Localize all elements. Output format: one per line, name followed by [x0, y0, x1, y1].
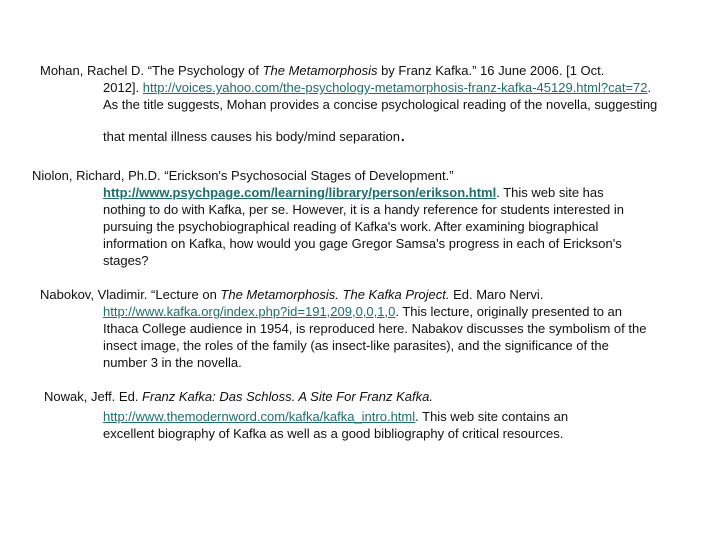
citation-author: Niolon, Richard, Ph.D. [32, 168, 161, 183]
citation-punct: . [400, 124, 406, 146]
citation-line [44, 388, 568, 405]
citation-desc: excellent biography of Kafka as well as a good bibliography of critical resources. [103, 426, 564, 441]
citation-author: Nabokov, Vladimir. [40, 287, 148, 302]
citation-title-italic: Franz Kafka: Das Schloss. A Site For Franz Kafka. [142, 389, 433, 404]
citation-desc: insect image, the roles of the family (as insect-like parasites), and the significance of the [103, 338, 609, 353]
citation-date-cont: 2012]. [103, 80, 143, 95]
citation-line [32, 167, 624, 184]
citation-desc: number 3 in the novella. [103, 355, 242, 370]
citation-niolon [32, 167, 625, 269]
citation-link[interactable]: http://www.kafka.org/index.php?id=191,209,0,0,1,0 [103, 304, 396, 319]
citation-author: Nowak, Jeff. Ed. [44, 389, 139, 404]
citation-line [40, 184, 624, 201]
citation-desc: pursuing the psychobiographical reading of Kafka's work. After examining biographical [103, 219, 599, 234]
citation-line [40, 286, 646, 303]
citation-title: “Lecture on [151, 287, 221, 302]
citation-date: by Franz Kafka.” 16 June 2006. [1 Oct. [377, 63, 605, 78]
citation-punct: . This web site contains an [415, 409, 569, 424]
citation-title-italic: The Metamorphosis [262, 63, 378, 78]
citation-desc: As the title suggests, Mohan provides a concise psychological reading of the novella, suggesting [103, 97, 658, 112]
citation-link[interactable]: http://www.themodernword.com/kafka/kafka_intro.html [103, 409, 416, 424]
citation-line [40, 303, 646, 320]
citation-mohan [40, 62, 657, 145]
citation-punct: . [647, 80, 652, 95]
citation-author: Mohan, Rachel D. [40, 63, 145, 78]
citation-desc: information on Kafka, how would you gage Gregor Samsa's progress in each of Erickson's [103, 236, 622, 251]
citation-line [40, 79, 657, 96]
citation-nowak [44, 388, 568, 442]
citation-title: “The Psychology of [147, 63, 263, 78]
citation-desc: stages? [103, 253, 149, 268]
citation-line [44, 408, 568, 425]
citation-title: “Erickson's Psychosocial Stages of Development.” [164, 168, 454, 183]
citation-punct: . This web site has [496, 185, 604, 200]
citation-punct: . This lecture, originally presented to an [395, 304, 623, 319]
citation-title-italic: The Metamorphosis. The Kafka Project. [220, 287, 450, 302]
citation-desc: that mental illness causes his body/mind separation [103, 129, 400, 144]
citation-line [40, 124, 657, 146]
citation-link[interactable]: http://www.psychpage.com/learning/library/person/erikson.html [103, 185, 497, 200]
citation-line [40, 62, 657, 79]
citation-link[interactable]: http://voices.yahoo.com/the-psychology-metamorphosis-franz-kafka-45129.html?cat=72 [142, 80, 648, 95]
citation-desc: Ithaca College audience in 1954, is reproduced here. Nabakov discusses the symbolism of the [103, 321, 647, 336]
citation-nabokov [40, 286, 646, 371]
citation-editor: Ed. Maro Nervi. [449, 287, 544, 302]
citation-desc: nothing to do with Kafka, per se. However, it is a handy reference for students interested in [103, 202, 625, 217]
